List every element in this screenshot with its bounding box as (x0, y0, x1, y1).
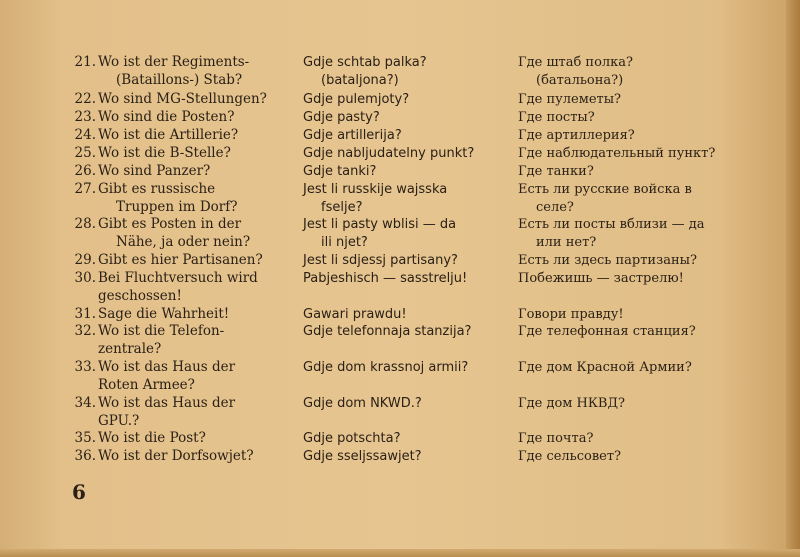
phrase-number: 29. (74, 252, 96, 268)
page-edge-bottom (0, 549, 800, 557)
russian-text: Где наблюдательный пункт? (518, 146, 716, 161)
german-text: Bei Fluchtversuch wird geschossen! (98, 270, 258, 304)
russian-text: Где пулеметы? (518, 92, 622, 107)
russian-text: Где танки? (518, 164, 594, 179)
german-text: Wo sind Panzer? (98, 163, 211, 179)
pronunciation-text: Jest li pasty wblisi — da ili njet? (303, 217, 457, 250)
russian-text: Где дом НКВД? (518, 396, 626, 411)
german-text: Wo ist die B-Stelle? (98, 145, 231, 161)
phrase-number: 31. (74, 306, 96, 322)
german-text: Wo sind die Posten? (98, 109, 235, 125)
pronunciation-text: Gdje pulemjoty? (303, 92, 410, 107)
pronunciation-text: Gawari prawdu! (303, 307, 407, 322)
phrase-number: 34. (74, 395, 96, 411)
german-text: Sage die Wahrheit! (98, 306, 230, 322)
phrase-number: 30. (74, 270, 96, 286)
pronunciation-text: Jest li russkije wajsska fselje? (303, 182, 448, 215)
russian-text: Где посты? (518, 110, 595, 125)
russian-text: Где сельсовет? (518, 449, 622, 464)
page-number: 6 (72, 480, 86, 504)
german-text: Gibt es Posten in der Nähe, ja oder nein? (98, 216, 251, 250)
russian-text: Есть ли посты вблизи — да или нет? (518, 217, 705, 250)
russian-text: Где дом Красной Армии? (518, 360, 692, 375)
german-text: Wo ist das Haus der GPU.? (98, 395, 236, 429)
pronunciation-text: Gdje telefonnaja stanzija? (303, 324, 472, 339)
german-text: Gibt es russische Truppen im Dorf? (98, 181, 238, 215)
german-text: Wo ist das Haus der Roten Armee? (98, 359, 236, 393)
phrase-number: 24. (74, 127, 96, 143)
pronunciation-text: Gdje sseljssawjet? (303, 449, 422, 464)
pronunciation-text: Gdje dom krassnoj armii? (303, 360, 469, 375)
russian-text: Есть ли здесь партизаны? (518, 253, 697, 268)
russian-text: Есть ли русские войска в селе? (518, 182, 692, 215)
german-text: Wo ist der Regiments- (Bataillons-) Stab? (98, 54, 250, 88)
pronunciation-text: Gdje tanki? (303, 164, 377, 179)
german-text: Wo ist die Artillerie? (98, 127, 239, 143)
pronunciation-text: Gdje dom NKWD.? (303, 396, 422, 411)
russian-text: Где артиллерия? (518, 128, 635, 143)
russian-text: Побежишь — застрелю! (518, 271, 684, 286)
pronunciation-text: Jest li sdjessj partisany? (303, 253, 458, 268)
german-text: Wo ist der Dorfsowjet? (98, 448, 254, 464)
russian-text: Где почта? (518, 431, 594, 446)
pronunciation-text: Gdje schtab palka? (bataljona?) (303, 55, 427, 88)
phrase-number: 21. (74, 54, 96, 70)
russian-text: Где штаб полка? (батальона?) (518, 55, 634, 88)
german-text: Gibt es hier Partisanen? (98, 252, 263, 268)
russian-text: Говори правду! (518, 307, 624, 322)
german-text: Wo sind MG-Stellungen? (98, 91, 267, 107)
phrase-number: 35. (74, 430, 96, 446)
page-edge (786, 0, 800, 557)
phrase-number: 22. (74, 91, 96, 107)
phrase-number: 33. (74, 359, 96, 375)
phrase-number: 27. (74, 181, 96, 197)
phrase-number: 32. (74, 323, 96, 339)
phrase-number: 36. (74, 448, 96, 464)
pronunciation-text: Gdje artillerija? (303, 128, 402, 143)
pronunciation-text: Gdje pasty? (303, 110, 380, 125)
pronunciation-text: Pabjeshisch — sasstrelju! (303, 271, 468, 286)
phrase-number: 28. (74, 216, 96, 232)
phrase-number: 26. (74, 163, 96, 179)
pronunciation-text: Gdje nabljudatelny punkt? (303, 146, 475, 161)
german-text: Wo ist die Telefon- zentrale? (98, 323, 225, 357)
russian-text: Где телефонная станция? (518, 324, 696, 339)
german-text: Wo ist die Post? (98, 430, 206, 446)
phrase-number: 23. (74, 109, 96, 125)
phrase-number: 25. (74, 145, 96, 161)
pronunciation-text: Gdje potschta? (303, 431, 401, 446)
